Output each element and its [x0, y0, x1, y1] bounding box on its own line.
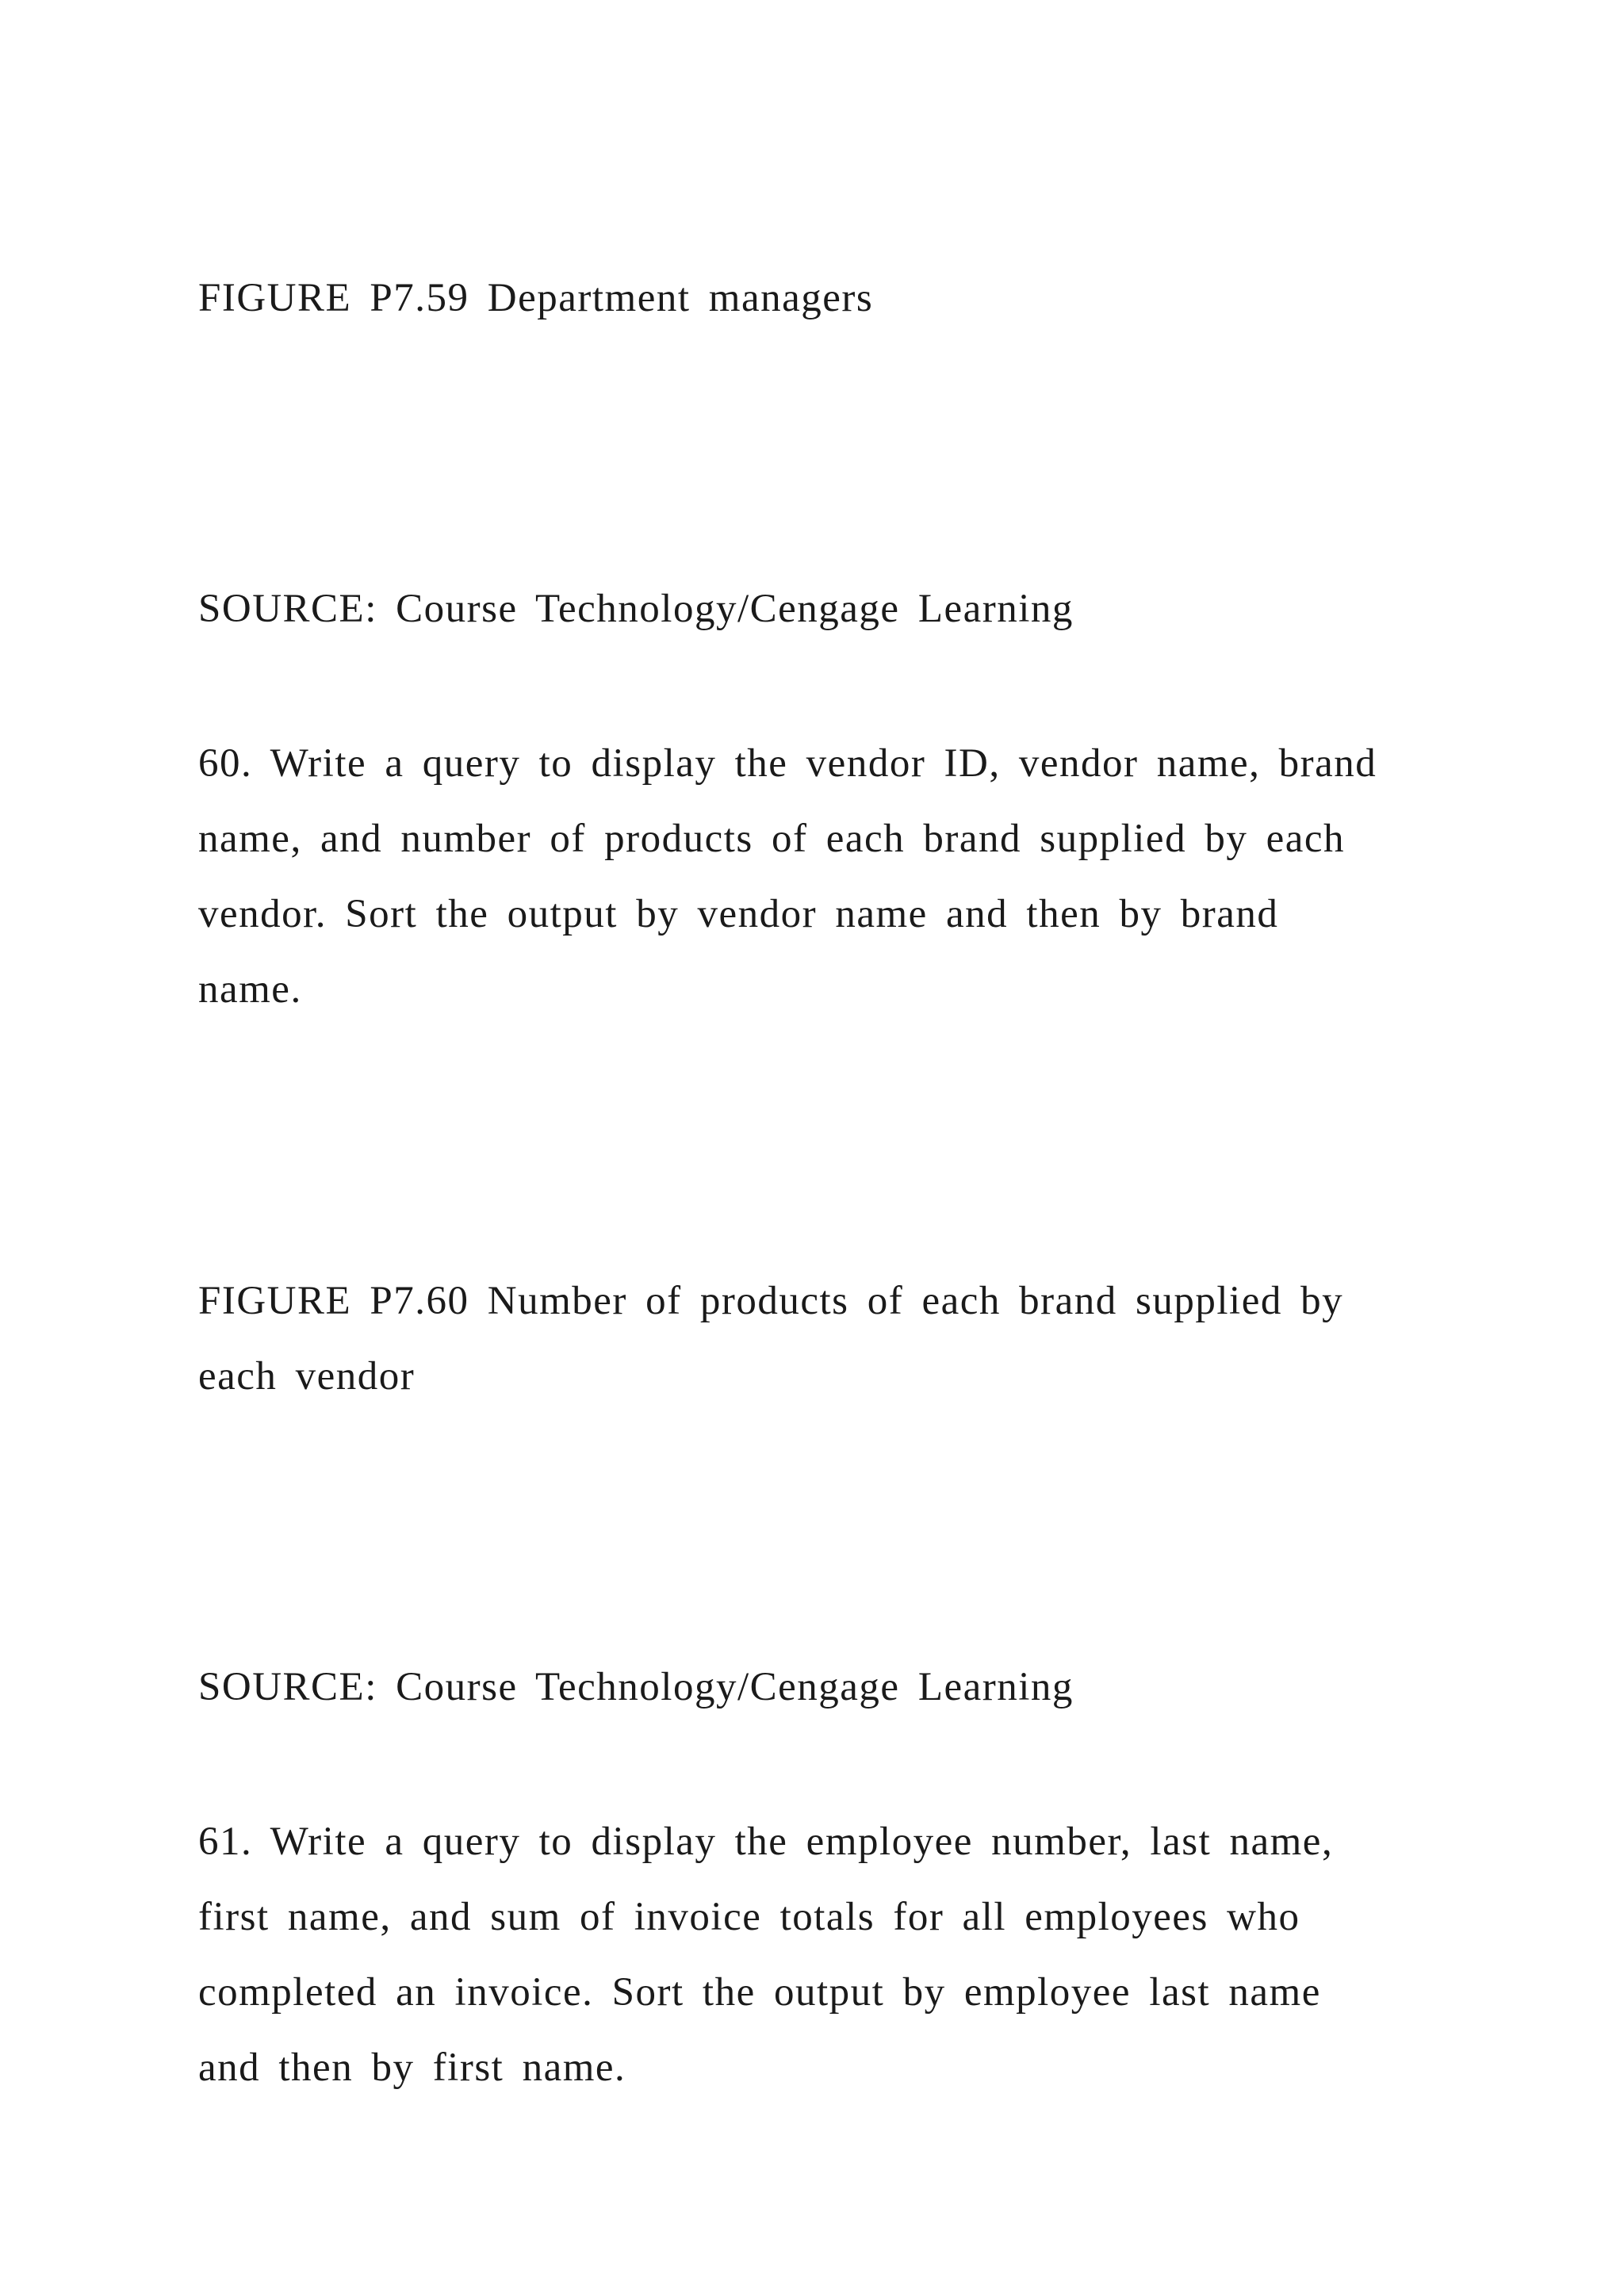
figure-p7-60-source: SOURCE: Course Technology/Cengage Learning — [198, 1665, 1074, 1709]
figure-p7-60-caption-line: each vendor — [198, 1354, 416, 1399]
question-61-line: 61. Write a query to display the employee number, last name, — [198, 1820, 1334, 1864]
question-60-line: 60. Write a query to display the vendor ID, vendor name, brand — [198, 741, 1377, 786]
figure-p7-59-source: SOURCE: Course Technology/Cengage Learning — [198, 587, 1074, 631]
question-61-line: and then by first name. — [198, 2045, 626, 2090]
question-60-line: name, and number of products of each brand supplied by each — [198, 817, 1345, 861]
question-61-line: completed an invoice. Sort the output by employee last name — [198, 1970, 1321, 2015]
question-60-line: name. — [198, 967, 302, 1012]
question-61-line: first name, and sum of invoice totals for all employees who — [198, 1895, 1300, 1939]
question-60-line: vendor. Sort the output by vendor name and then by brand — [198, 892, 1279, 936]
figure-p7-59-caption: FIGURE P7.59 Department managers — [198, 276, 874, 320]
figure-p7-60-caption-line: FIGURE P7.60 Number of products of each brand supplied by — [198, 1279, 1344, 1323]
